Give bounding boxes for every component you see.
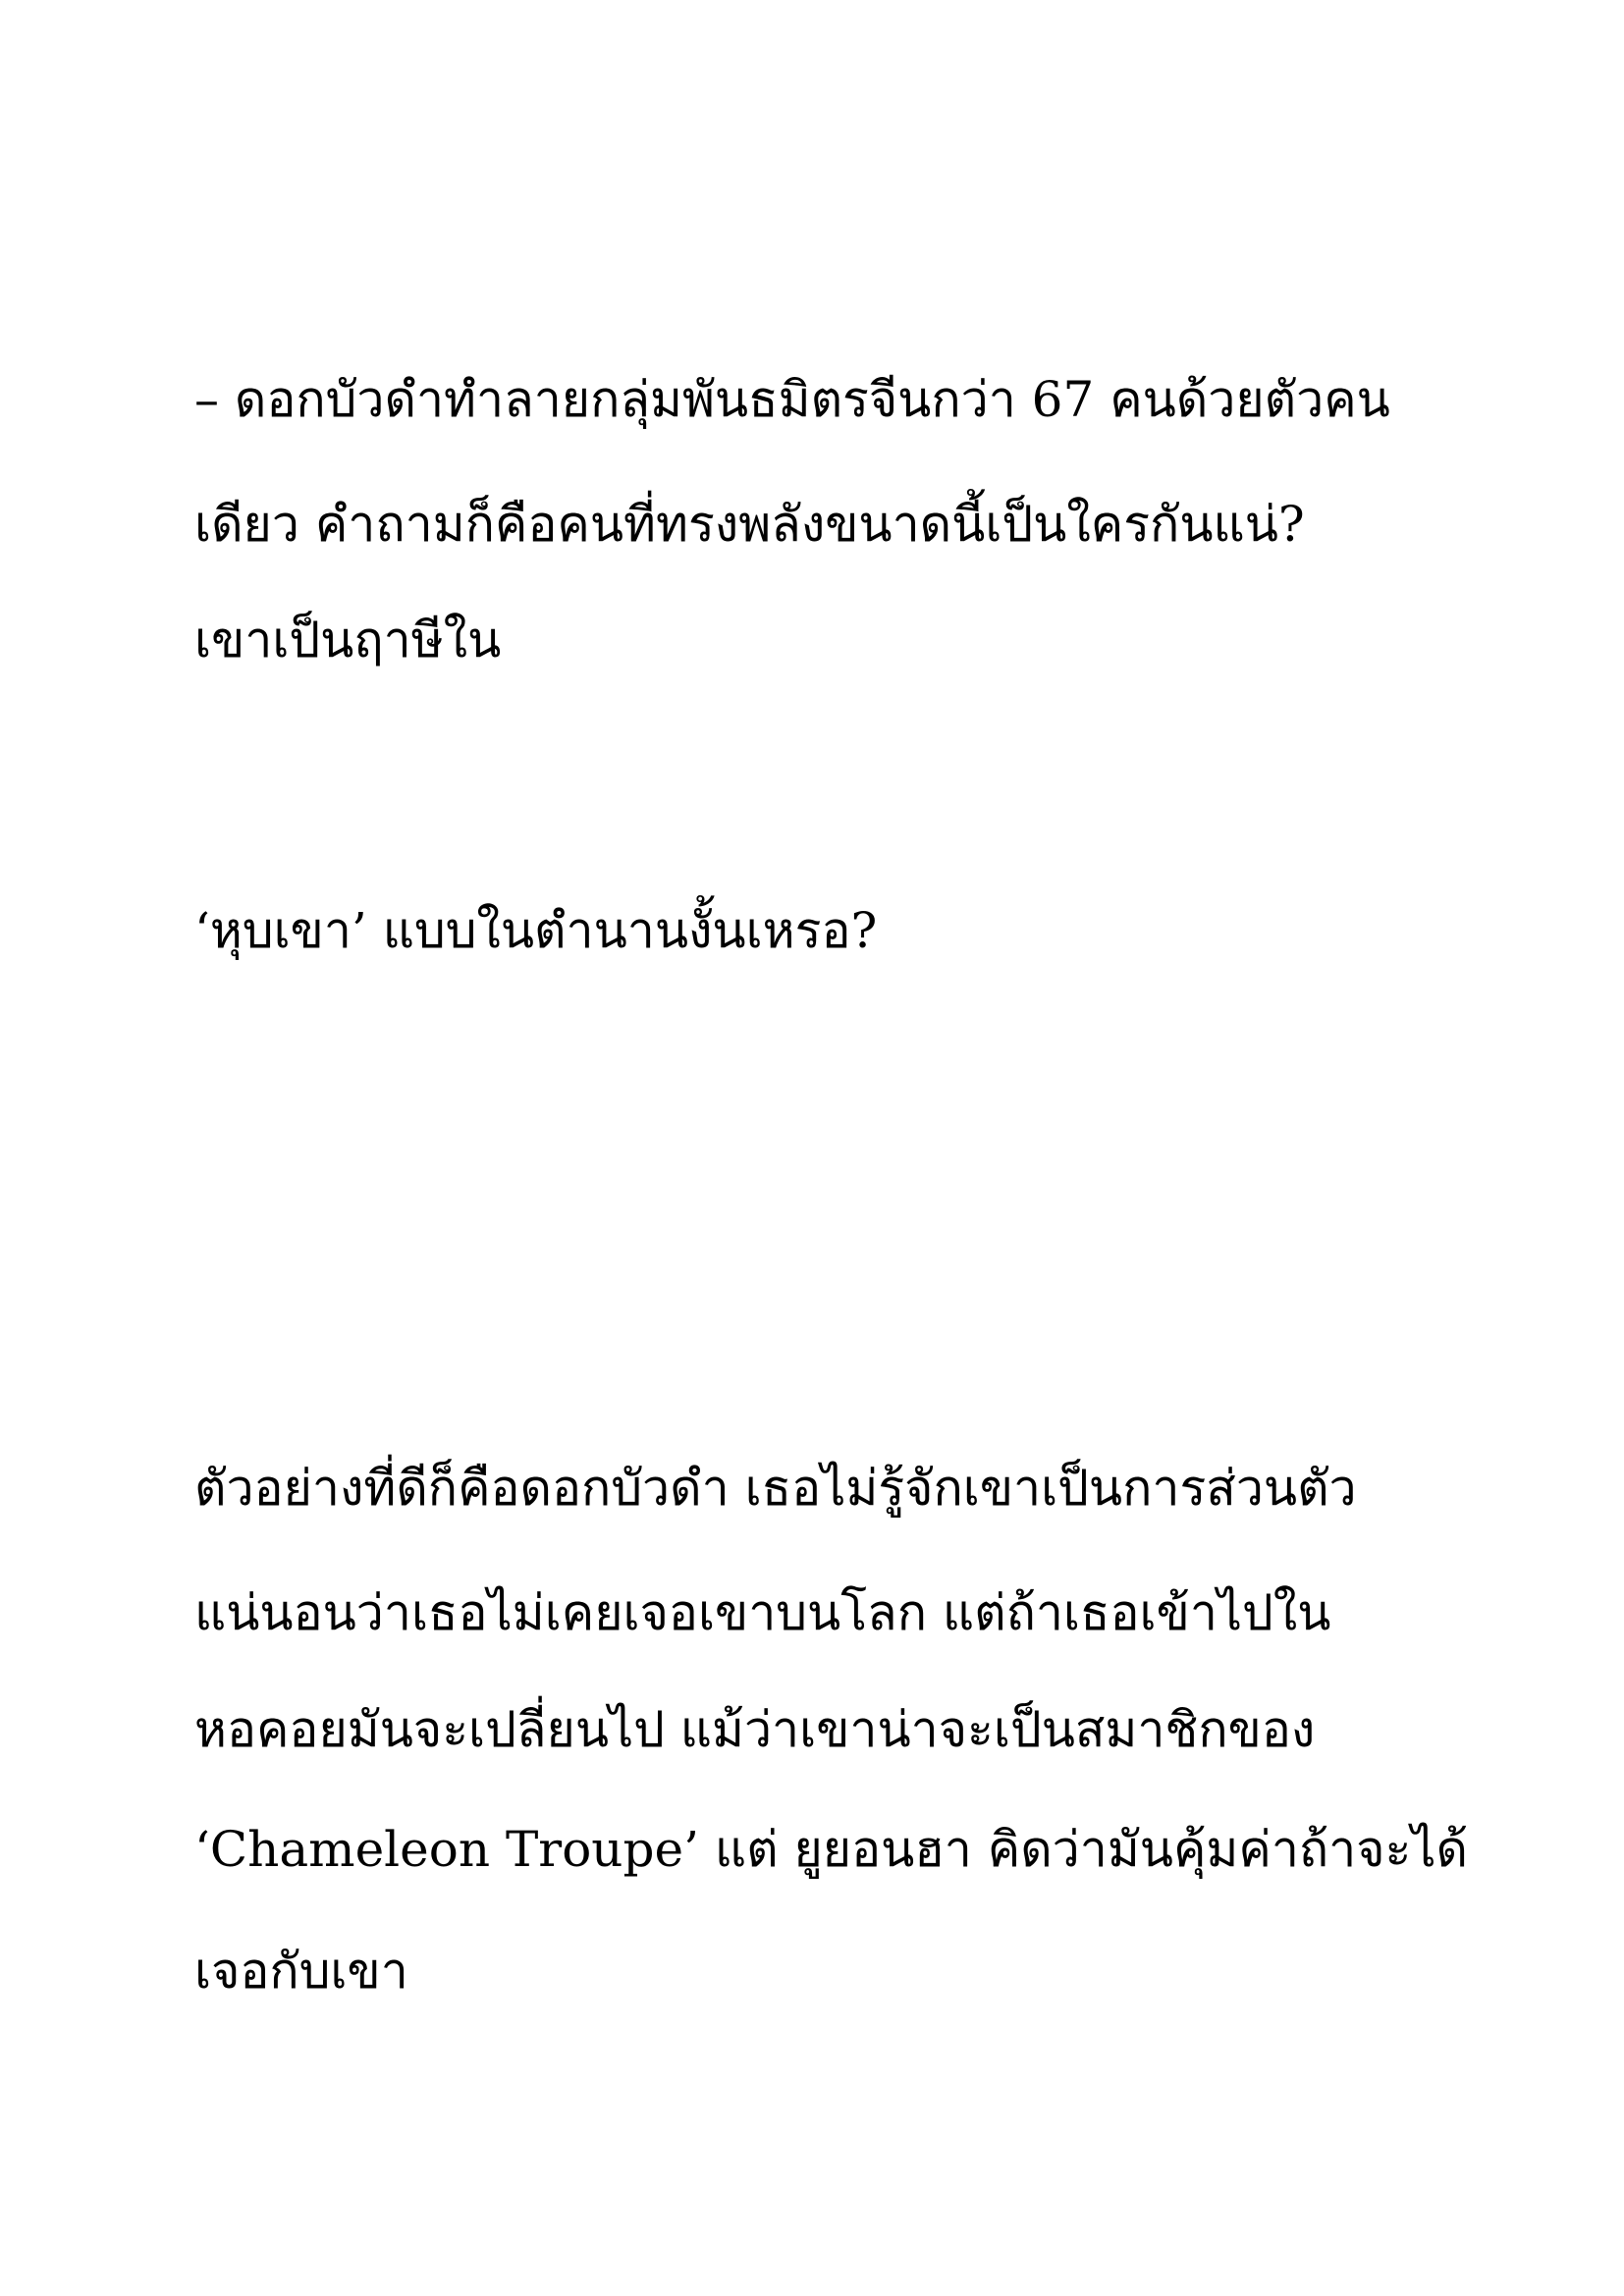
paragraph-3-line-3: หอคอยมันจะเปลี่ยนไป แม้ว่าเขาน่าจะเป็นสมาชิกของ: [194, 1701, 1316, 1758]
paragraph-3-line-1: ตัวอย่างที่ดีก็คือดอกบัวดำ เธอไม่รู้จักเขาเป็นการส่วนตัว: [194, 1460, 1357, 1517]
paragraph-1-line-3: เขาเป็นฤาษีใน: [194, 612, 502, 668]
paragraph-1-line-2: เดียว คำถามก็คือคนที่ทรงพลังขนาดนี้เป็นใครกันแน่?: [194, 496, 1305, 553]
paragraph-2-line-1: ‘หุบเขา’ แบบในตำนานงั้นเหรอ?: [194, 902, 878, 959]
paragraph-3-line-2: แน่นอนว่าเธอไม่เคยเจอเขาบนโลก แต่ถ้าเธอเข้าไปใน: [194, 1584, 1331, 1641]
paragraph-3-line-5: เจอกับเขา: [194, 1943, 408, 2000]
paragraph-1-line-1: – ดอกบัวดำทำลายกลุ่มพันธมิตรจีนกว่า 67 คนด้วยตัวคน: [194, 371, 1390, 428]
paragraph-3-line-4: ‘Chameleon Troupe’ แต่ ยูยอนฮา คิดว่ามันคุ้มค่าถ้าจะได้: [194, 1821, 1469, 1878]
